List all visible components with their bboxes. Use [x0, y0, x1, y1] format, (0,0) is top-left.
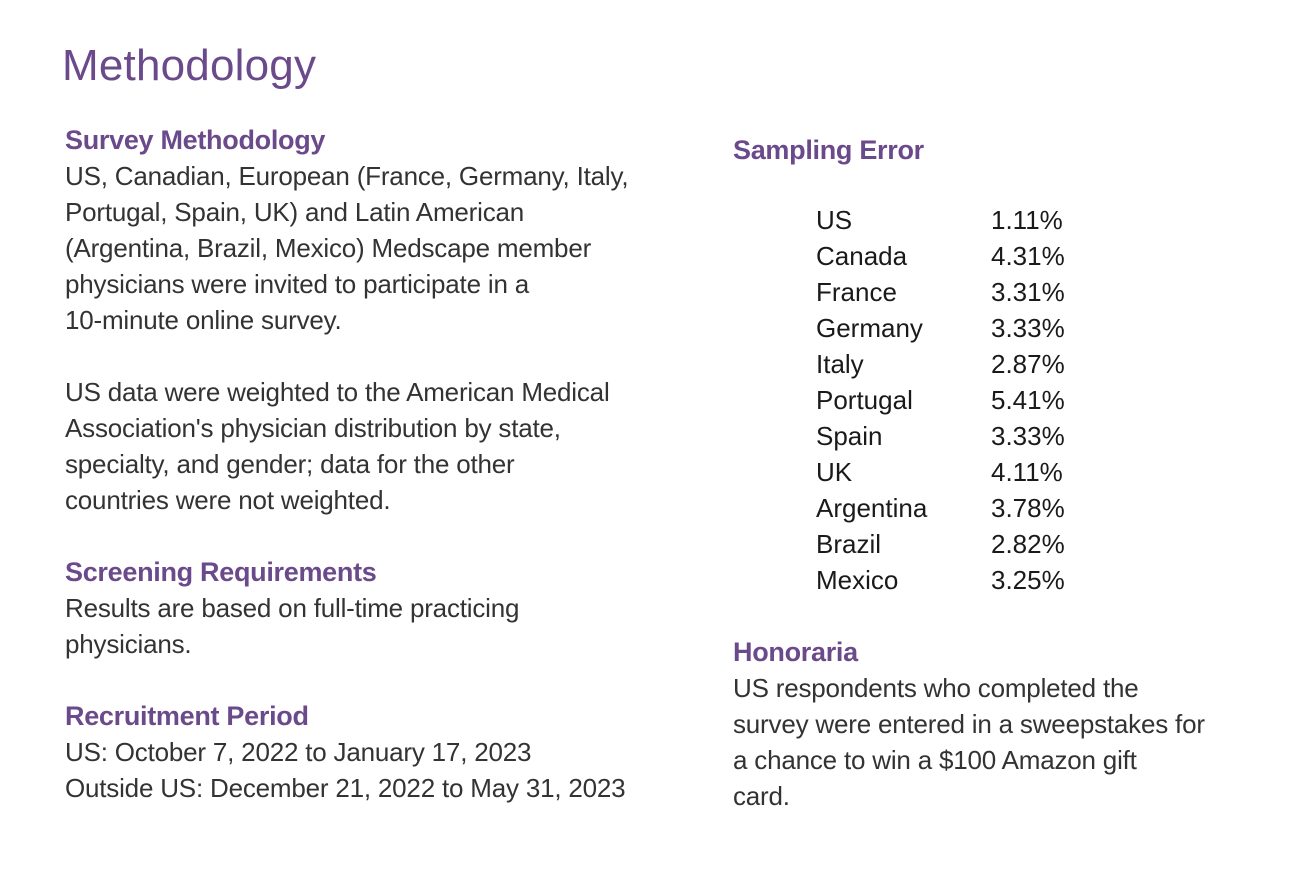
survey-methodology-heading: Survey Methodology — [65, 125, 326, 155]
page-title: Methodology — [62, 41, 317, 90]
table-row — [816, 310, 1081, 346]
table-row — [816, 274, 1081, 310]
error-value-cell: 1.11% — [991, 205, 1063, 235]
country-cell: Spain — [816, 421, 883, 451]
recruitment-line: US: October 7, 2022 to January 17, 2023 — [65, 737, 532, 767]
survey-methodology-line: US, Canadian, European (France, Germany, Italy, — [65, 161, 629, 191]
country-cell: Germany — [816, 313, 923, 343]
table-row — [816, 490, 1081, 526]
left-column — [65, 122, 655, 806]
country-cell: Portugal — [816, 385, 913, 415]
honoraria-heading: Honoraria — [733, 637, 858, 667]
table-row — [816, 382, 1081, 418]
screening-section — [65, 554, 655, 662]
error-value-cell: 3.78% — [991, 493, 1065, 523]
weighting-line: US data were weighted to the American Medical — [65, 377, 610, 407]
country-cell: Argentina — [816, 493, 928, 523]
table-row — [816, 562, 1081, 598]
sampling-error-table — [816, 202, 1081, 598]
country-cell: UK — [816, 457, 853, 487]
survey-methodology-line: (Argentina, Brazil, Mexico) Medscape member — [65, 233, 592, 263]
sampling-error-section — [733, 132, 1253, 598]
weighting-line: specialty, and gender; data for the other — [65, 449, 515, 479]
sampling-error-heading: Sampling Error — [733, 135, 924, 165]
recruitment-section — [65, 698, 655, 806]
survey-methodology-line: 10-minute online survey. — [65, 305, 342, 335]
honoraria-line: US respondents who completed the — [733, 673, 1139, 703]
table-row — [816, 526, 1081, 562]
table-row — [816, 346, 1081, 382]
survey-methodology-section — [65, 122, 655, 518]
error-value-cell: 2.87% — [991, 349, 1065, 379]
survey-methodology-line: physicians were invited to participate in a — [65, 269, 529, 299]
error-value-cell: 3.33% — [991, 421, 1065, 451]
country-cell: Brazil — [816, 529, 882, 559]
table-row — [816, 238, 1081, 274]
screening-line: Results are based on full-time practicing — [65, 593, 520, 623]
error-value-cell: 2.82% — [991, 529, 1065, 559]
honoraria-line: card. — [733, 781, 790, 811]
error-value-cell: 5.41% — [991, 385, 1065, 415]
table-row — [816, 202, 1081, 238]
error-value-cell: 4.11% — [991, 457, 1063, 487]
honoraria-line: survey were entered in a sweepstakes for — [733, 709, 1205, 739]
country-cell: US — [816, 205, 853, 235]
survey-methodology-line: Portugal, Spain, UK) and Latin American — [65, 197, 525, 227]
error-value-cell: 3.31% — [991, 277, 1065, 307]
weighting-line: Association's physician distribution by state, — [65, 413, 561, 443]
error-value-cell: 3.25% — [991, 565, 1065, 595]
country-cell: Italy — [816, 349, 864, 379]
recruitment-heading: Recruitment Period — [65, 701, 309, 731]
table-row — [816, 418, 1081, 454]
screening-heading: Screening Requirements — [65, 557, 377, 587]
country-cell: France — [816, 277, 897, 307]
table-row — [816, 454, 1081, 490]
error-value-cell: 3.33% — [991, 313, 1065, 343]
country-cell: Mexico — [816, 565, 899, 595]
recruitment-line: Outside US: December 21, 2022 to May 31, 2023 — [65, 773, 626, 803]
country-cell: Canada — [816, 241, 908, 271]
weighting-line: countries were not weighted. — [65, 485, 391, 515]
right-column — [733, 132, 1253, 814]
honoraria-line: a chance to win a $100 Amazon gift — [733, 745, 1137, 775]
honoraria-section — [733, 634, 1253, 814]
error-value-cell: 4.31% — [991, 241, 1065, 271]
screening-line: physicians. — [65, 629, 192, 659]
